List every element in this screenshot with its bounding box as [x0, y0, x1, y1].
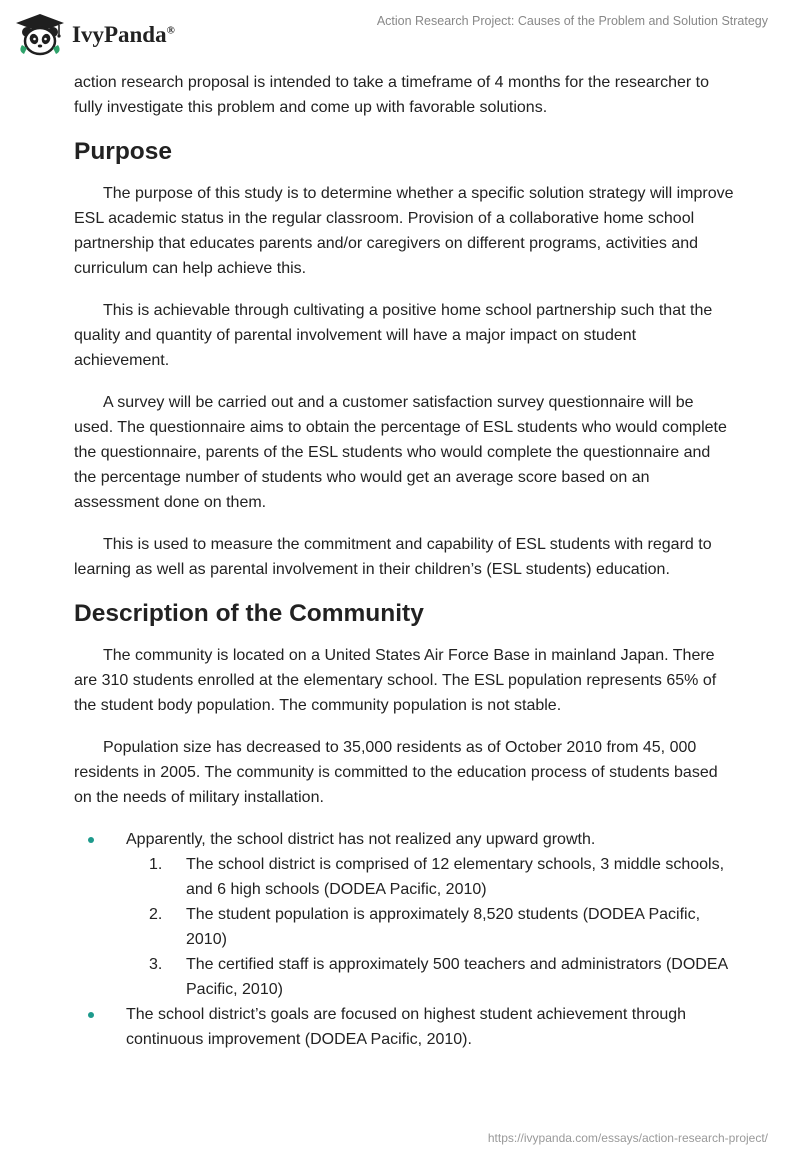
list-item [126, 952, 734, 1002]
purpose-paragraph-4: This is used to measure the commitment and capability of ESL students with regard to learning as well as parental involvement in their children’s (ESL students) education. [74, 536, 712, 578]
running-title: Action Research Project: Causes of the Problem and Solution Strategy [376, 14, 768, 28]
footer-url-link[interactable]: https://ivypanda.com/essays/action-research-project/ [487, 1131, 768, 1145]
bullet-dot-icon [88, 1012, 94, 1018]
panda-graduate-icon [14, 12, 66, 56]
list-number: 1. [149, 856, 163, 873]
purpose-paragraph-3: A survey will be carried out and a customer satisfaction survey questionnaire will be used. The questionnaire aims to obtain the percentage of ESL students who would complete the questionnaire, parents of the ESL students who would complete the questionnaire and the percentage number of students who would get an average score based on an assessment done on them. [74, 394, 727, 511]
page-header [0, 0, 800, 70]
sub-item-text: The school district is comprised of 12 elementary schools, 3 middle schools, and 6 high schools (DODEA Pacific, 2010) [186, 856, 725, 898]
list-item [126, 902, 734, 952]
community-paragraph-2: Population size has decreased to 35,000 residents as of October 2010 from 45, 000 residents in 2005. The community is committed to the education process of students based on the needs of military installation. [74, 739, 718, 806]
community-bullet-list [74, 827, 734, 1052]
list-item [74, 827, 734, 1002]
list-item [126, 852, 734, 902]
bullet-text: The school district’s goals are focused on highest student achievement through continuous improvement (DODEA Pacific, 2010). [126, 1006, 687, 1048]
ivypanda-logo[interactable] [14, 10, 214, 58]
community-paragraph-1: The community is located on a United States Air Force Base in mainland Japan. There are 310 students enrolled at the elementary school. The ESL population represents 65% of the student body population. The community population is not stable. [74, 647, 717, 714]
community-heading: Description of the Community [74, 600, 424, 627]
purpose-paragraph-1: The purpose of this study is to determine whether a specific solution strategy will improve ESL academic status in the regular classroom. Provision of a collaborative home school partnership that educates parents and/or caregivers on different programs, activities and curriculum can help achieve this. [74, 185, 734, 277]
intro-continuation: action research proposal is intended to take a timeframe of 4 months for the researcher to fully investigate this problem and come up with favorable solutions. [74, 74, 709, 116]
purpose-heading: Purpose [74, 138, 173, 165]
sub-item-text: The certified staff is approximately 500 teachers and administrators (DODEA Pacific, 2010) [186, 956, 728, 998]
bullet-dot-icon [88, 837, 94, 843]
list-number: 2. [149, 906, 163, 923]
list-number: 3. [149, 956, 163, 973]
list-item [74, 1002, 734, 1052]
bullet-text: Apparently, the school district has not realized any upward growth. [126, 831, 596, 848]
purpose-paragraph-2: This is achievable through cultivating a positive home school partnership such that the quality and quantity of parental involvement will have a major impact on student achievement. [74, 302, 713, 369]
sub-item-text: The student population is approximately 8,520 students (DODEA Pacific, 2010) [186, 906, 701, 948]
essay-content [74, 70, 734, 1052]
numbered-sub-list [126, 852, 734, 1002]
logo-wordmark: IvyPanda® [72, 22, 175, 47]
